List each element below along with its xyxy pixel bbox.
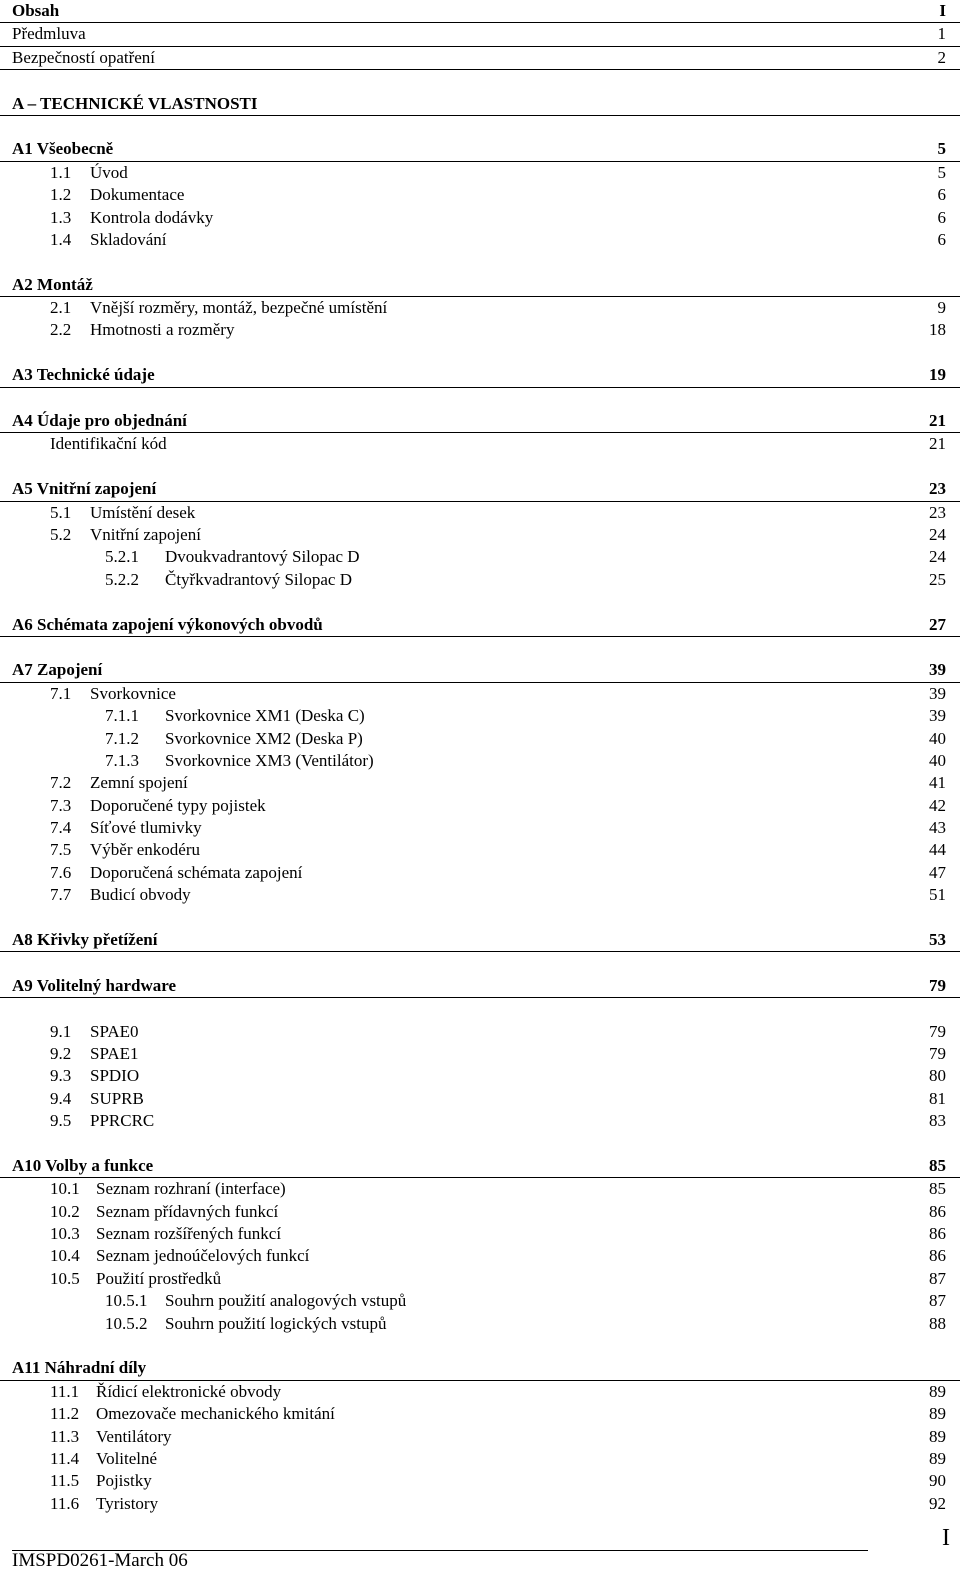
toc-entry	[0, 1021, 960, 1043]
toc-entry-page: 80	[929, 1066, 946, 1086]
toc-entry-text: Doporučená schémata zapojení	[90, 862, 303, 882]
toc-entry	[0, 184, 960, 206]
toc-entry-number: 10.3	[50, 1224, 80, 1244]
toc-entry	[0, 1426, 960, 1448]
toc-entry-text: Seznam rozšířených funkcí	[96, 1224, 282, 1244]
toc-entry	[0, 364, 960, 387]
toc-entry-number: 5.1	[50, 502, 72, 522]
toc-entry-text: Volitelné	[96, 1449, 158, 1468]
toc-entry	[0, 433, 960, 455]
toc-entry-page: 51	[929, 885, 946, 905]
toc-entry-text: Vnější rozměry, montáž, bezpečné umístění	[90, 298, 388, 318]
toc-entry-text: Výběr enkodéru	[90, 840, 200, 860]
toc-entry	[0, 975, 960, 998]
toc-entry-page: 53	[929, 930, 946, 950]
toc-entry-text: Souhrn použití analogových vstupů	[165, 1291, 407, 1311]
toc-entry-text: Hmotnosti a rozměry	[90, 320, 235, 340]
toc-entry-title	[50, 1448, 157, 1470]
toc-entry-title	[50, 1470, 152, 1492]
toc-entry-page: 40	[929, 728, 946, 748]
toc-entry	[0, 319, 960, 341]
toc-entry-number: 10.5.2	[105, 1313, 148, 1333]
toc-entry	[0, 728, 960, 750]
toc-entry-page: 25	[929, 569, 946, 589]
toc-entry-number: 7.3	[50, 795, 72, 815]
toc-entry-title	[12, 23, 86, 45]
toc-entry-title	[50, 1065, 139, 1087]
toc-entry-number: 9.4	[50, 1088, 72, 1108]
toc-entry	[0, 705, 960, 727]
toc-entry-page: 5	[937, 139, 946, 159]
toc-entry-page: 2	[937, 47, 946, 67]
toc-entry	[0, 93, 960, 116]
toc-entry-text: A11 Náhradní díly	[12, 1358, 147, 1378]
toc-entry-number: 11.2	[50, 1404, 80, 1424]
toc-entry-page: 86	[929, 1201, 946, 1221]
toc-entry-text: Pojistky	[96, 1471, 152, 1491]
toc-entry	[0, 862, 960, 884]
toc-entry-number: 10.5	[50, 1268, 80, 1288]
toc-entry-title	[50, 433, 167, 455]
toc-entry-text: Čtyřkvadrantový Silopac D	[165, 569, 352, 589]
toc-entry-text: Kontrola dodávky	[90, 207, 214, 227]
toc-entry-page: 1	[937, 24, 946, 44]
toc-entry-text: A10 Volby a funkce	[12, 1155, 154, 1175]
toc-entry-title	[12, 659, 102, 681]
toc-entry-number: 1.2	[50, 185, 72, 205]
toc-entry-number: 11.5	[50, 1471, 80, 1491]
toc-entry-title	[50, 772, 188, 794]
toc-entry-text: Identifikační kód	[50, 434, 167, 454]
toc-entry-page: 39	[929, 683, 946, 703]
toc-entry-page: 79	[929, 975, 946, 995]
toc-entry-title	[50, 1043, 139, 1065]
toc-entry-title	[50, 1223, 281, 1245]
toc-entry-text: SPAE0	[90, 1021, 139, 1041]
toc-entry-title	[12, 614, 323, 636]
toc-entry-title	[50, 1088, 144, 1110]
toc-entry-text: Svorkovnice XM1 (Deska C)	[165, 706, 365, 726]
toc-entry	[0, 839, 960, 861]
toc-entry-number: 7.1.2	[105, 728, 139, 748]
toc-entry	[0, 23, 960, 46]
toc-entry	[0, 207, 960, 229]
toc-entry-page: 18	[929, 320, 946, 340]
toc-entry-page: 19	[929, 365, 946, 385]
toc-entry-page: 21	[929, 411, 946, 431]
toc-entry-page: 27	[929, 614, 946, 634]
toc-entry-text: Omezovače mechanického kmitání	[96, 1404, 335, 1424]
toc-entry-number: 7.1.1	[105, 706, 139, 726]
toc-entry-page: 79	[929, 1021, 946, 1041]
toc-entry-title	[50, 524, 201, 546]
toc-entry	[0, 659, 960, 682]
toc-entry-number: 1.1	[50, 162, 72, 182]
toc-entry-number: 9.1	[50, 1021, 72, 1041]
toc-entry	[0, 546, 960, 568]
toc-entry	[0, 47, 960, 70]
toc-entry-text: A9 Volitelný hardware	[12, 975, 177, 995]
toc-entry-title	[12, 478, 156, 500]
toc-entry-title	[105, 728, 363, 750]
toc-entry-page: 85	[929, 1155, 946, 1175]
toc-entry-title	[50, 817, 202, 839]
toc-entry-page: 87	[929, 1268, 946, 1288]
toc-entry-title	[50, 1493, 158, 1515]
toc-entry-page: 9	[937, 298, 946, 318]
toc-entry-text: Skladování	[90, 229, 167, 249]
toc-entry-number: 11.6	[50, 1493, 80, 1513]
toc-entry-number: 2.2	[50, 320, 72, 340]
toc-entry-title	[50, 229, 167, 251]
toc-entry-title	[12, 1155, 153, 1177]
toc-title-page: I	[939, 1, 946, 20]
toc-entry-page: 89	[929, 1426, 946, 1446]
toc-entry-page: 23	[929, 479, 946, 499]
toc-entry-text: Svorkovnice XM3 (Ventilátor)	[165, 750, 374, 770]
toc-entry-page: 42	[929, 795, 946, 815]
toc-entry	[0, 297, 960, 319]
toc-entry-title	[50, 207, 213, 229]
toc-entry-page: 43	[929, 818, 946, 838]
toc-entry-title	[50, 162, 128, 184]
toc-entry	[0, 817, 960, 839]
toc-entry-number: 10.1	[50, 1179, 80, 1199]
toc-entry-text: Síťové tlumivky	[90, 818, 202, 838]
toc-entry-text: A – TECHNICKÉ VLASTNOSTI	[12, 93, 258, 113]
toc-entry-text: Dvoukvadrantový Silopac D	[165, 547, 360, 567]
toc-entry-title	[50, 1268, 221, 1290]
toc-entry-title	[50, 862, 302, 884]
toc-entry-text: A4 Údaje pro objednání	[12, 411, 187, 431]
toc-entry-text: A6 Schémata zapojení výkonových obvodů	[12, 614, 323, 634]
toc-entry-title	[12, 1357, 146, 1379]
toc-entry-title	[50, 839, 200, 861]
toc-entry-number: 7.4	[50, 818, 72, 838]
toc-entry-text: Zemní spojení	[90, 773, 188, 793]
toc-entry-text: A2 Montáž	[12, 274, 93, 294]
toc-entry-title	[12, 410, 187, 432]
toc-entry-page: 83	[929, 1111, 946, 1131]
toc-entry-page: 21	[929, 434, 946, 454]
toc-entry	[0, 683, 960, 705]
toc-entry-title	[50, 1201, 278, 1223]
toc-entry-page: 39	[929, 706, 946, 726]
toc-entry-page: 81	[929, 1088, 946, 1108]
toc-entry	[0, 1245, 960, 1267]
toc-entry-number: 7.1	[50, 683, 72, 703]
toc-entry-number: 9.5	[50, 1111, 72, 1131]
toc-entry-number: 5.2.2	[105, 569, 139, 589]
toc-entry-title	[50, 1178, 286, 1200]
toc-entry-page: 90	[929, 1471, 946, 1491]
toc-entry-title	[50, 1245, 309, 1267]
toc-entry-text: A7 Zapojení	[12, 660, 103, 680]
toc-entry-title	[12, 93, 257, 115]
toc-entry-title	[12, 138, 113, 160]
toc-entry-number: 7.5	[50, 840, 72, 860]
toc-entry-page: 89	[929, 1449, 946, 1468]
toc-entry-text: Vnitřní zapojení	[90, 524, 201, 544]
toc-entry-number: 9.3	[50, 1066, 72, 1086]
toc-entry-title	[50, 1381, 281, 1403]
toc-entry-text: SPAE1	[90, 1043, 139, 1063]
toc-entry	[0, 1313, 960, 1335]
toc-entry-number: 11.1	[50, 1381, 80, 1401]
toc-entry-number: 9.2	[50, 1043, 72, 1063]
toc-entry-text: A8 Křivky přetížení	[12, 930, 158, 950]
toc-entry-page: 87	[929, 1291, 946, 1311]
toc-entry-page: 89	[929, 1404, 946, 1424]
toc-entry-page: 6	[937, 229, 946, 249]
toc-entry-page: 79	[929, 1043, 946, 1063]
toc-entry-text: Seznam přídavných funkcí	[96, 1201, 279, 1221]
toc-entry	[0, 1088, 960, 1110]
toc-entry-text: Budicí obvody	[90, 885, 191, 905]
toc-entry-page: 24	[929, 547, 946, 567]
toc-entry-page: 24	[929, 524, 946, 544]
toc-entry-text: Seznam jednoúčelových funkcí	[96, 1246, 310, 1266]
toc-entry	[0, 772, 960, 794]
toc-entry-title	[105, 705, 365, 727]
toc-entry	[0, 929, 960, 952]
toc-entry-text: Seznam rozhraní (interface)	[96, 1179, 286, 1199]
toc-entry-title	[12, 364, 155, 386]
toc-entry-number: 7.2	[50, 773, 72, 793]
toc-entry-page: 41	[929, 773, 946, 793]
toc-entry-text: A5 Vnitřní zapojení	[12, 479, 157, 499]
toc-entry	[0, 229, 960, 251]
toc-entry-text: A3 Technické údaje	[12, 365, 155, 385]
toc-entry	[0, 1110, 960, 1132]
toc-entry-number: 2.1	[50, 298, 72, 318]
toc-entry-title	[12, 274, 93, 296]
toc-entry-number: 10.2	[50, 1201, 80, 1221]
toc-entry	[0, 614, 960, 637]
toc-entry-title	[50, 297, 387, 319]
toc-entry-text: Ventilátory	[96, 1426, 172, 1446]
toc-entry-number: 5.2	[50, 524, 72, 544]
toc-entry-title	[50, 1021, 139, 1043]
toc-header	[0, 0, 960, 23]
toc-title: Obsah	[12, 1, 60, 20]
toc-entry-text: SUPRB	[90, 1088, 144, 1108]
toc-entry-number: 11.4	[50, 1449, 80, 1468]
toc-entry	[0, 1043, 960, 1065]
toc-entry-title	[105, 569, 352, 591]
toc-entry-title	[50, 1426, 172, 1448]
toc-entry	[0, 1448, 960, 1470]
toc-entry-title	[50, 184, 184, 206]
toc-entry-page: 88	[929, 1313, 946, 1333]
toc-entry-page: 5	[937, 162, 946, 182]
toc-entry-number: 11.3	[50, 1426, 80, 1446]
toc-entry	[0, 1403, 960, 1425]
toc-entry-title	[12, 47, 155, 69]
toc-entry-page: 92	[929, 1493, 946, 1513]
toc-entry	[0, 1223, 960, 1245]
toc-entry-text: SPDIO	[90, 1066, 140, 1086]
toc-entry-text: Doporučené typy pojistek	[90, 795, 266, 815]
toc-entry	[0, 1155, 960, 1178]
toc-entry-page: 40	[929, 750, 946, 770]
toc-entry-page: 6	[937, 207, 946, 227]
toc-entry	[0, 1290, 960, 1312]
toc-entry-text: A1 Všeobecně	[12, 139, 114, 159]
toc-entry	[0, 1470, 960, 1492]
toc-entry	[0, 138, 960, 161]
toc-entry-number: 1.3	[50, 207, 72, 227]
toc-entry	[0, 1357, 960, 1380]
toc-entry-text: Dokumentace	[90, 185, 185, 205]
toc-entry-text: Úvod	[90, 162, 128, 182]
footer-page-number: I	[942, 1525, 950, 1551]
toc-entry	[0, 1065, 960, 1087]
toc-entry-page: 23	[929, 502, 946, 522]
toc-entry-text: Předmluva	[12, 24, 86, 44]
toc-entry-page: 47	[929, 862, 946, 882]
toc-entry	[0, 795, 960, 817]
toc-entry-page: 86	[929, 1224, 946, 1244]
toc-entry	[0, 1381, 960, 1403]
toc-entry-text: Tyristory	[96, 1493, 159, 1513]
toc-entry-text: Použití prostředků	[96, 1268, 222, 1288]
toc-entry-title	[105, 546, 360, 568]
toc-entry-page: 44	[929, 840, 946, 860]
toc-entry-number: 5.2.1	[105, 547, 139, 567]
toc-entry-page: 86	[929, 1246, 946, 1266]
toc-entry-text: Svorkovnice XM2 (Deska P)	[165, 728, 363, 748]
toc-entry-title	[50, 795, 266, 817]
toc-entry-number: 10.5.1	[105, 1291, 148, 1311]
toc-entry-title	[50, 319, 234, 341]
toc-entry	[0, 1201, 960, 1223]
toc-entry-title	[50, 683, 176, 705]
toc-entry-page: 85	[929, 1179, 946, 1199]
toc-entry	[0, 884, 960, 906]
toc-entry	[0, 478, 960, 501]
toc-entry-title	[50, 1110, 154, 1132]
toc-entry	[0, 162, 960, 184]
toc-entry-title	[105, 1313, 386, 1335]
toc-entry-text: Umístění desek	[90, 502, 196, 522]
toc-entry	[0, 502, 960, 524]
toc-entry-page: 39	[929, 660, 946, 680]
toc-entry	[0, 750, 960, 772]
toc-entry-page: 6	[937, 185, 946, 205]
toc-entry	[0, 1268, 960, 1290]
toc-entry-title	[105, 1290, 406, 1312]
toc-entry-number: 10.4	[50, 1246, 80, 1266]
toc-entry-title	[50, 1403, 335, 1425]
toc-entry-text: Svorkovnice	[90, 683, 176, 703]
toc-entry-text: PPRCRC	[90, 1111, 155, 1131]
toc-entry-title	[50, 502, 195, 524]
footer-doc-id: IMSPD0261-March 06	[12, 1550, 188, 1571]
toc-entry	[0, 524, 960, 546]
toc-entry	[0, 1493, 960, 1515]
toc-entry	[0, 410, 960, 433]
toc-entry-number: 7.6	[50, 862, 72, 882]
toc-entry-text: Řídicí elektronické obvody	[96, 1381, 282, 1401]
toc-entry-text: Bezpečností opatření	[12, 47, 156, 67]
toc-entry-number: 7.7	[50, 885, 72, 905]
toc-entry-title	[12, 929, 157, 951]
toc-entry	[0, 569, 960, 591]
toc-entry-title	[50, 884, 191, 906]
toc-entry	[0, 274, 960, 297]
toc-entry-title	[12, 975, 176, 997]
toc-entry-text: Souhrn použití logických vstupů	[165, 1313, 387, 1333]
toc-entry-number: 1.4	[50, 229, 72, 249]
toc-entry-number: 7.1.3	[105, 750, 139, 770]
toc-entry-page: 89	[929, 1381, 946, 1401]
toc-entry-title	[105, 750, 374, 772]
toc-entry	[0, 1178, 960, 1200]
